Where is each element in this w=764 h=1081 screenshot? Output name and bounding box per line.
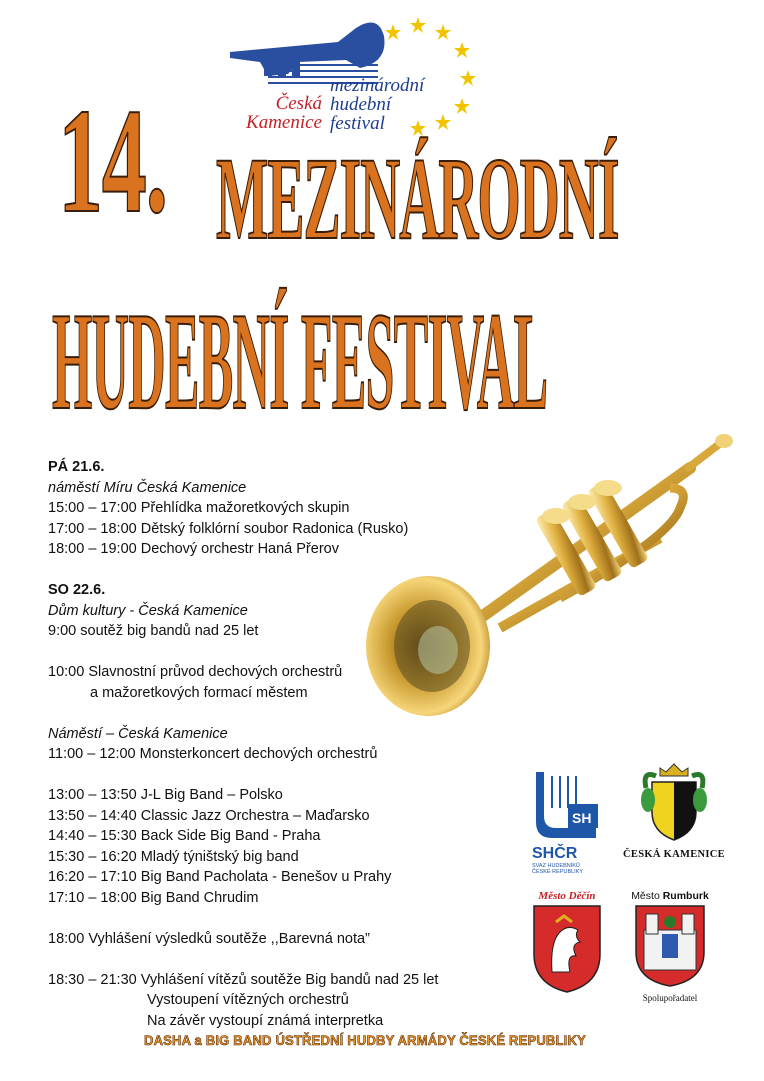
lyre-icon bbox=[532, 768, 600, 840]
rumburk-name: Rumburk bbox=[662, 890, 709, 902]
schedule-item-continued: a mažoretkových formací městem bbox=[90, 684, 308, 701]
logo-fest-line3: festival bbox=[330, 113, 385, 134]
logo-festival-name bbox=[330, 76, 424, 133]
edition-number: 14. bbox=[58, 78, 167, 244]
day2-venue2: Náměstí – Česká Kamenice bbox=[48, 725, 228, 742]
shcr-logo bbox=[532, 768, 604, 878]
bigband-item: 15:30 – 16:20 Mladý týništský big band bbox=[48, 848, 299, 865]
decin-coat-of-arms-icon bbox=[530, 902, 604, 994]
headliner-banner: DASHA a BIG BAND ÚSTŘEDNÍ HUDBY ARMÁDY ČESKÉ REPUBLIKY bbox=[144, 1032, 586, 1048]
rumburk-coat-of-arms-icon bbox=[632, 902, 708, 988]
bigband-item: 16:20 – 17:10 Big Band Pacholata - Benešov u Prahy bbox=[48, 869, 392, 885]
schedule-item: 17:00 – 18:00 Dětský folklórní soubor Radonica (Rusko) bbox=[48, 520, 409, 537]
shcr-sub2: ČESKÉ REPUBLIKY bbox=[532, 869, 584, 875]
day2-venue: Dům kultury - Česká Kamenice bbox=[48, 602, 248, 619]
shcr-letters: SH bbox=[572, 810, 592, 826]
schedule-item: 18:30 – 21:30 Vyhlášení vítězů soutěže Big bandů nad 25 let bbox=[48, 971, 439, 988]
logo-fest-line2: hudební bbox=[330, 94, 392, 115]
logo-fest-line1: mezinárodní bbox=[330, 75, 425, 96]
rumburk-role: Spolupořadatel bbox=[642, 993, 698, 1003]
bigband-item: 13:00 – 13:50 J-L Big Band – Polsko bbox=[48, 787, 283, 803]
festival-logo bbox=[228, 14, 478, 139]
bigband-item: 14:40 – 15:30 Back Side Big Band - Praha bbox=[48, 828, 321, 844]
logo-town-line1: Česká bbox=[275, 93, 322, 114]
bigband-item: 13:50 – 14:40 Classic Jazz Orchestra – Maďarsko bbox=[48, 807, 370, 824]
schedule-item: 10:00 Slavnostní průvod dechových orchestrů bbox=[48, 664, 343, 680]
decin-logo bbox=[528, 890, 606, 1000]
schedule-item: 18:00 Vyhlášení výsledků soutěže ,,Barevná nota” bbox=[48, 930, 370, 947]
programme-schedule bbox=[48, 457, 438, 1031]
schedule-item: 9:00 soutěž big bandů nad 25 let bbox=[48, 623, 259, 639]
day1-venue: náměstí Míru Česká Kamenice bbox=[48, 479, 247, 496]
schedule-item-continued: Na závěr vystoupí známá interpretka bbox=[147, 1012, 384, 1029]
title-line-hudebni-festival: HUDEBNÍ FESTIVAL bbox=[52, 284, 548, 439]
day2-date: SO 22.6. bbox=[48, 582, 106, 598]
title-word-mezinarodni: MEZINÁRODNÍ bbox=[216, 133, 619, 264]
coat-of-arms-icon bbox=[638, 760, 710, 844]
ceska-kamenice-label: ČESKÁ KAMENICE bbox=[623, 849, 725, 860]
logo-town-name bbox=[234, 94, 322, 132]
schedule-item: 11:00 – 12:00 Monsterkoncert dechových orchestrů bbox=[48, 746, 378, 762]
shcr-name: SHČR bbox=[532, 845, 578, 862]
day1-date: PÁ 21.6. bbox=[48, 459, 105, 475]
bigband-item: 17:10 – 18:00 Big Band Chrudim bbox=[48, 889, 259, 906]
logo-town-line2: Kamenice bbox=[246, 112, 322, 133]
rumburk-label bbox=[628, 890, 712, 902]
decin-label: Město Děčín bbox=[538, 890, 596, 902]
schedule-item: 15:00 – 17:00 Přehlídka mažoretkových skupin bbox=[48, 500, 350, 516]
rumburk-prefix: Město bbox=[631, 890, 660, 902]
shcr-sub1: SVAZ HUDEBNÍKŮ bbox=[532, 863, 580, 869]
schedule-item-continued: Vystoupení vítězných orchestrů bbox=[147, 992, 349, 1008]
ceska-kamenice-logo bbox=[614, 760, 734, 870]
shcr-subtitle bbox=[532, 863, 604, 875]
rumburk-logo bbox=[628, 890, 712, 1002]
schedule-item: 18:00 – 19:00 Dechový orchestr Haná Přerov bbox=[48, 541, 339, 557]
